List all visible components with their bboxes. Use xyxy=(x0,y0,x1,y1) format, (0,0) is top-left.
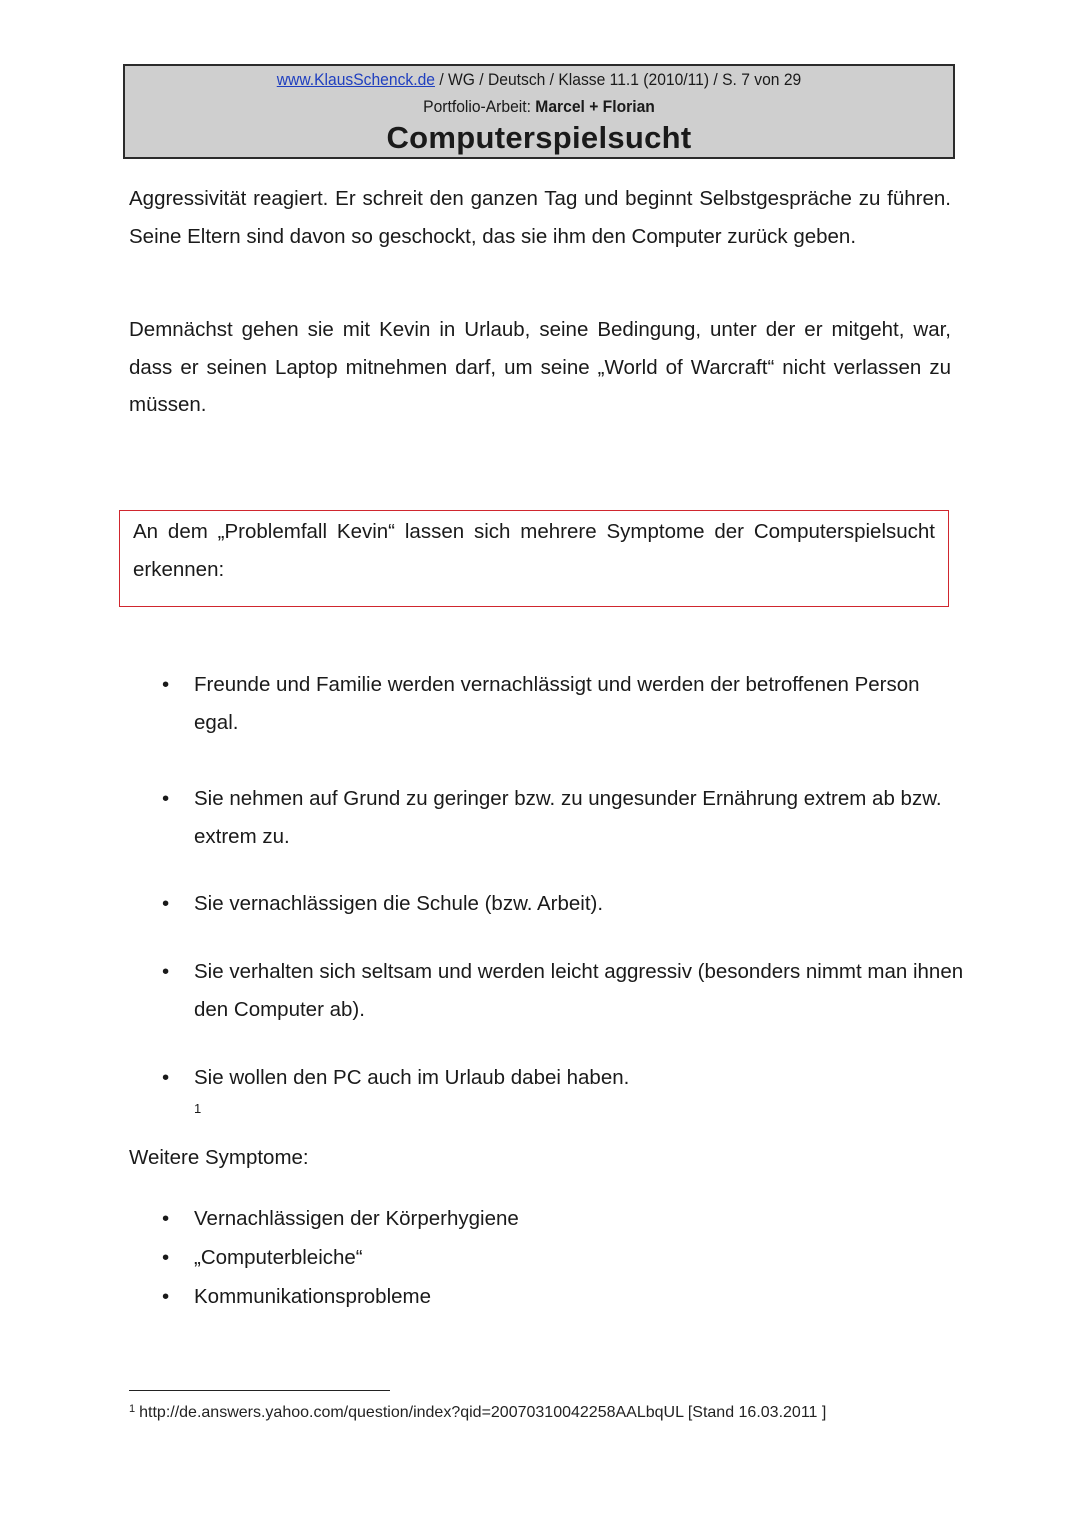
further-symptom-item: Vernachlässigen der Körperhygiene xyxy=(194,1207,519,1230)
footnote-text[interactable]: http://de.answers.yahoo.com/question/index?qid=20070310042258AALbqUL [Stand 16.03.2011 ] xyxy=(139,1404,827,1421)
highlight-box xyxy=(119,510,949,607)
footnote xyxy=(129,1403,826,1422)
bullet-icon: • xyxy=(162,960,170,983)
further-symptom-item: Kommunikationsprobleme xyxy=(194,1285,432,1308)
page-title: Computerspielsucht xyxy=(386,120,692,155)
header-meta: / WG / Deutsch / Klasse 11.1 (2010/11) / S. 7 von 29 xyxy=(434,70,802,89)
portfolio-label: Portfolio-Arbeit: xyxy=(423,97,536,116)
site-link[interactable]: www.KlausSchenck.de xyxy=(276,70,435,89)
paragraph-1: Aggressivität reagiert. Er schreit den ganzen Tag und beginnt Selbstgespräche zu führen. Seine Eltern sind davon so geschockt, das sie ihm den Computer zurück geben. xyxy=(129,187,951,248)
bullet-icon: • xyxy=(162,787,170,810)
symptom-item: Sie vernachlässigen die Schule (bzw. Arbeit). xyxy=(194,892,604,915)
further-symptoms-heading: Weitere Symptome: xyxy=(129,1146,309,1169)
footnote-marker: 1 xyxy=(194,1101,202,1116)
footnote-number: 1 xyxy=(129,1403,136,1415)
bullet-icon: • xyxy=(162,892,170,915)
bullet-icon: • xyxy=(162,673,170,696)
further-symptom-item: „Computerbleiche“ xyxy=(194,1246,363,1269)
header-authors-line xyxy=(158,97,920,117)
footnote-divider xyxy=(129,1390,390,1391)
authors: Marcel + Florian xyxy=(535,97,655,116)
symptom-item: Sie wollen den PC auch im Urlaub dabei haben. xyxy=(194,1066,630,1089)
document-header xyxy=(123,64,955,159)
symptom-item: Sie verhalten sich seltsam und werden leicht aggressiv (besonders nimmt man ihnen den Computer ab). xyxy=(194,960,964,1021)
bullet-icon: • xyxy=(162,1207,170,1230)
symptom-item: Sie nehmen auf Grund zu geringer bzw. zu ungesunder Ernährung extrem ab bzw. extrem zu. xyxy=(194,787,942,848)
paragraph-2: Demnächst gehen sie mit Kevin in Urlaub, seine Bedingung, unter der er mitgeht, war, dass er seinen Laptop mitnehmen darf, um seine „World of Warcraft“ nicht verlassen zu müssen. xyxy=(129,318,951,416)
bullet-icon: • xyxy=(162,1246,170,1269)
symptom-item: Freunde und Familie werden vernachlässigt und werden der betroffenen Person egal. xyxy=(194,673,920,734)
bullet-icon: • xyxy=(162,1285,170,1308)
highlight-text: An dem „Problemfall Kevin“ lassen sich mehrere Symptome der Computerspielsucht erkennen: xyxy=(133,520,935,581)
header-source-line xyxy=(158,70,920,90)
bullet-icon: • xyxy=(162,1066,170,1089)
